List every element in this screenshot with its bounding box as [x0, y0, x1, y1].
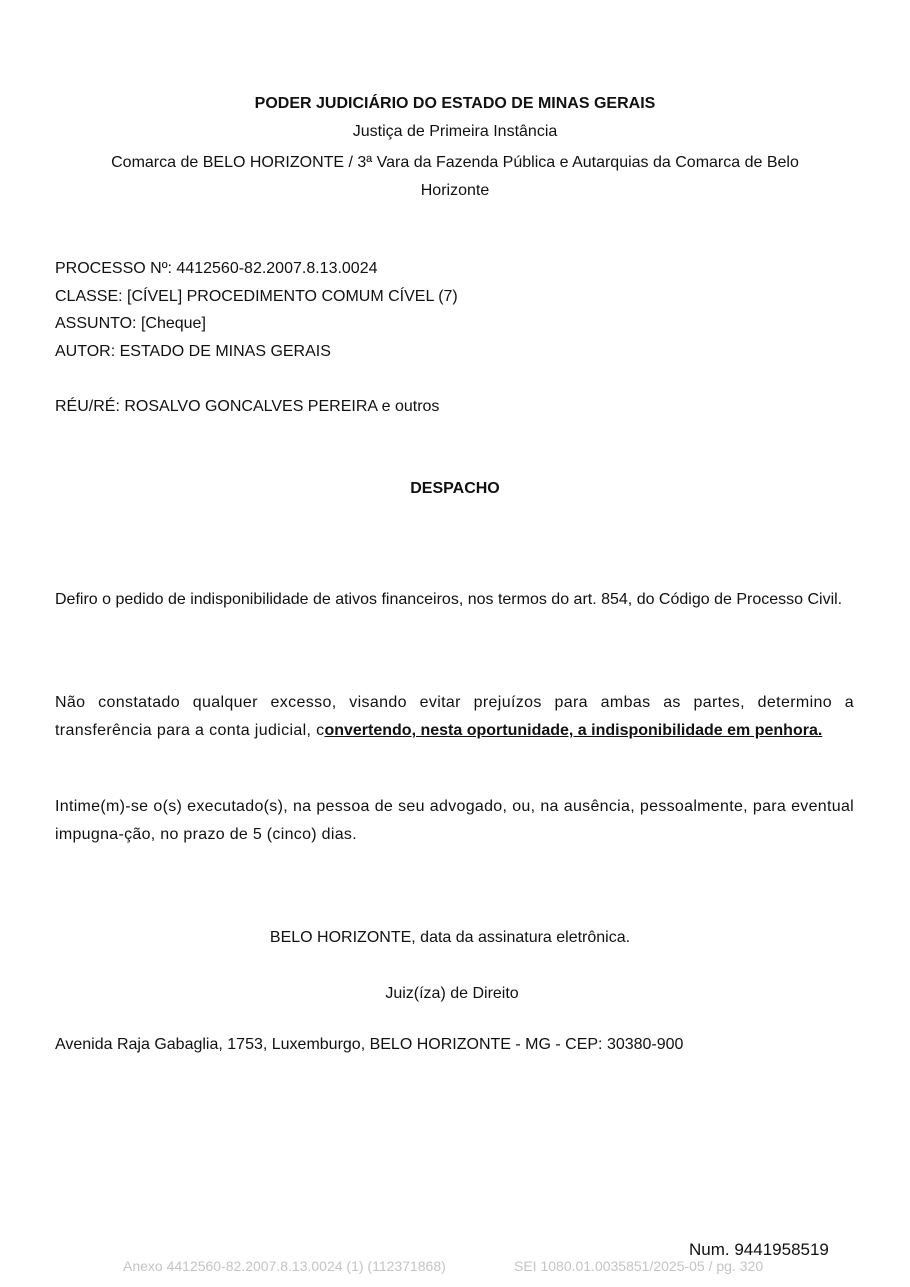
paragraph-order: Defiro o pedido de indisponibilidade de ativos financeiros, nos termos do art. 854, do Código de Processo Civil.: [55, 591, 843, 608]
case-number: PROCESSO Nº: 4412560-82.2007.8.13.0024: [55, 260, 378, 277]
footer-annex: Anexo 4412560-82.2007.8.13.0024 (1) (112371868): [123, 1258, 446, 1274]
case-plaintiff: AUTOR: ESTADO DE MINAS GERAIS: [55, 343, 331, 360]
document-number: Num. 9441958519: [689, 1240, 829, 1259]
court-address: Avenida Raja Gabaglia, 1753, Luxemburgo, BELO HORIZONTE - MG - CEP: 30380-900: [55, 1036, 684, 1053]
paragraph-notification: Intime(m)-se o(s) executado(s), na pessoa de seu advogado, ou, na ausência, pessoalmente, para eventual impugna-ção, no prazo de 5 (cinco) dias.: [55, 798, 854, 843]
paragraph-transfer: [55, 689, 854, 745]
court-heading: PODER JUDICIÁRIO DO ESTADO DE MINAS GERAIS: [254, 95, 656, 112]
case-defendant: RÉU/RÉ: ROSALVO GONCALVES PEREIRA e outros: [55, 398, 440, 415]
case-class: CLASSE: [CÍVEL] PROCEDIMENTO COMUM CÍVEL (7): [55, 288, 458, 305]
comarca-heading: Comarca de BELO HORIZONTE / 3ª Vara da Fazenda Pública e Autarquias da Comarca de Belo Horizonte: [111, 154, 799, 199]
paragraph-transfer-text: Não constatado qualquer excesso, visando evitar prejuízos para ambas as partes, determino a transferência para a conta judicial, c: [55, 694, 854, 739]
footer-sei-reference: SEI 1080.01.0035851/2025-05 / pg. 320: [514, 1258, 764, 1274]
signature-place-date: BELO HORIZONTE, data da assinatura eletrônica.: [269, 929, 631, 946]
document-title: DESPACHO: [410, 480, 500, 497]
paragraph-transfer-emphasis: onvertendo, nesta oportunidade, a indisponibilidade em penhora.: [324, 722, 823, 739]
signature-role: Juiz(íza) de Direito: [385, 985, 519, 1002]
instance-heading: Justiça de Primeira Instância: [352, 123, 558, 140]
case-subject: ASSUNTO: [Cheque]: [55, 315, 206, 332]
